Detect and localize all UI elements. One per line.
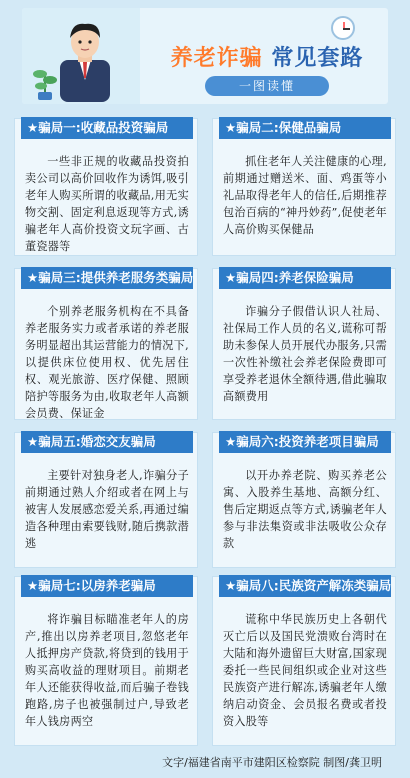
scam-card-8	[212, 576, 396, 746]
scam-card-text: 将诈骗目标瞄准老年人的房产,推出以房养老项目,忽悠老年人抵押房产贷款,将贷到的钱用于购买高收益的理财项目。前期老年人还能获得收益,而后骗子卷钱跑路,房子也被强制过户,导致老年人钱房两空	[25, 613, 189, 728]
scam-card-text: 抓住老年人关注健康的心理,前期通过赠送米、面、鸡蛋等小礼品取得老年人的信任,后期推荐包治百病的“神丹妙药”,促使老年人高价购买保健品	[223, 155, 387, 236]
title-rest: 常见套路	[271, 46, 364, 71]
credit-line: 文字/福建省南平市建阳区检察院 制图/龚卫明	[162, 756, 382, 769]
scam-card-2	[212, 118, 396, 256]
scam-card-title: ★骗局六:投资养老项目骗局	[219, 431, 391, 453]
scam-card-title: ★骗局四:养老保险骗局	[219, 267, 391, 289]
header-banner	[22, 8, 388, 104]
scam-card-1	[14, 118, 198, 256]
scam-card-text: 诈骗分子假借认识人社局、社保局工作人员的名义,谎称可帮助未参保人员开展代办服务,只需一次性补缴社会养老保险费即可享受养老退休全额待遇,借此骗取高额费用	[223, 305, 387, 403]
scam-card-3	[14, 268, 198, 420]
scam-card-text: 个别养老服务机构在不具备养老服务实力或者承诺的养老服务明显超出其运营能力的情况下,以提供床位使用权、优先居住权、观光旅游、医疗保健、照顾陪护等服务为由,收取老年人高额会员费、保证金	[25, 305, 189, 420]
scam-card-text: 主要针对独身老人,诈骗分子前期通过熟人介绍或者在网上与被害人发展感恋爱关系,再通过编造各种理由索要钱财,随后携款潜逃	[25, 469, 189, 550]
scam-card-text: 一些非正规的收藏品投资拍卖公司以高价回收作为诱饵,吸引老年人购买所谓的收藏品,用无实物交割、固定利息返现等方式,诱骗老年人高价投资文玩字画、古董瓷器等	[25, 155, 189, 253]
scam-card-text: 谎称中华民族历史上各朝代灭亡后以及国民党溃败台湾时在大陆和海外遗留巨大财富,国家现委托一些民间组织或企业对这些民族资产进行解冻,诱骗老年人缴纳启动资金、会员报名费或者投资入股等	[223, 613, 387, 728]
page-title	[152, 41, 382, 72]
scam-card-text: 以开办养老院、购买养老公寓、入股养生基地、高额分红、售后定期返点等方式,诱骗老年人参与非法集资或非法吸收公众存款	[223, 469, 387, 550]
scam-card-title: ★骗局八:民族资产解冻类骗局	[219, 575, 391, 597]
scam-card-6	[212, 432, 396, 568]
scam-card-title: ★骗局五:婚恋交友骗局	[21, 431, 193, 453]
title-highlight: 养老诈骗	[170, 46, 263, 71]
scam-card-title: ★骗局一:收藏品投资骗局	[21, 117, 193, 139]
scam-card-title: ★骗局二:保健品骗局	[219, 117, 391, 139]
scam-card-7	[14, 576, 198, 746]
businessman-illustration	[50, 16, 120, 102]
clock-icon	[331, 16, 355, 40]
scam-card-5	[14, 432, 198, 568]
page-subtitle: 一图读懂	[205, 76, 329, 96]
scam-card-title: ★骗局三:提供养老服务类骗局	[21, 267, 193, 289]
scam-card-title: ★骗局七:以房养老骗局	[21, 575, 193, 597]
scam-card-4	[212, 268, 396, 420]
